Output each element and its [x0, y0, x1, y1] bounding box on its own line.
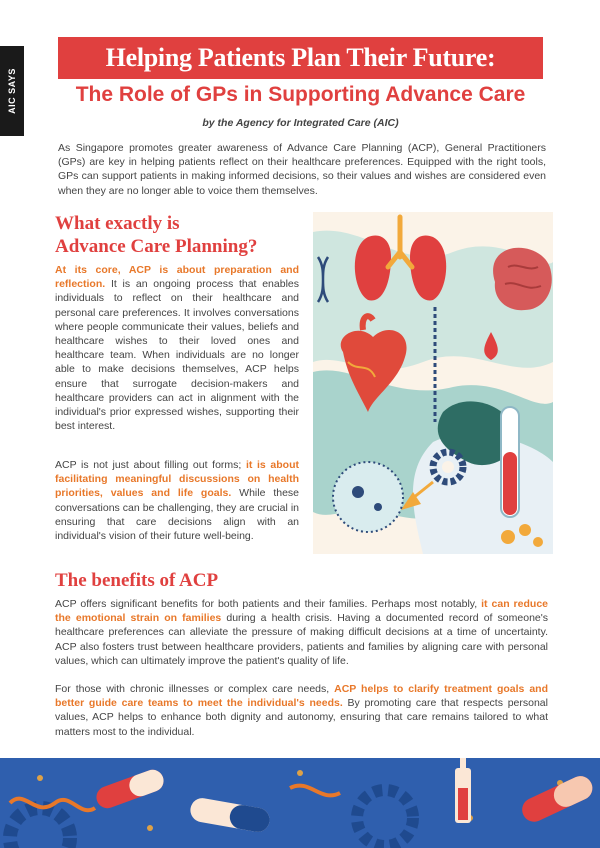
- body-text: during a health crisis. Having a documented record of someone's healthcare preferences can alleviate the pressure of making difficult decisions at a time of uncertainty. ACP also fosters trust between healthcare providers, patients and families by aligning care with personal values, which can ultimately improve the patient's quality of life.: [55, 612, 549, 667]
- section1-heading-line2: Advance Care Planning?: [55, 236, 258, 257]
- highlight-text: it can reduce the emotional strain on families: [55, 598, 548, 625]
- highlight-text: ACP helps to clarify treatment goals and better guide care teams to meet the individual's needs.: [55, 683, 548, 710]
- byline: by the Agency for Integrated Care (AIC): [202, 117, 399, 129]
- page-title: Helping Patients Plan Their Future:: [105, 43, 496, 72]
- section2-paragraph-1: [55, 597, 548, 668]
- body-text: For those with chronic illnesses or complex care needs,: [55, 683, 335, 695]
- section1-heading-line1: What exactly is: [55, 213, 180, 234]
- footer-decoration: [0, 758, 600, 848]
- section1-paragraph-2: [55, 458, 299, 543]
- title-banner: [58, 37, 543, 79]
- section-tab-label: AIC SAYS: [7, 68, 17, 114]
- test-tube-icon: [501, 407, 519, 517]
- highlight-text: it is about facilitating meaningful discussions on health priorities, values and life goals.: [55, 459, 299, 500]
- section2-paragraph-2: [55, 682, 548, 739]
- medical-illustration: [313, 212, 553, 554]
- body-text: ACP is not just about filling out forms;: [55, 459, 246, 471]
- section-tab: [0, 46, 24, 136]
- brain-icon: [493, 248, 552, 310]
- section1-heading: [55, 212, 257, 258]
- section1-paragraph-1: [55, 263, 299, 433]
- body-text: ACP offers significant benefits for both patients and their families. Perhaps most notably,: [55, 598, 482, 610]
- body-text: It is an ongoing process that enables individuals to reflect on their healthcare and personal care preferences. It involves conversations where people communicate their values, beliefs and healthcare wishes to their loved ones and healthcare team. When individuals are no longer able to make decisions themselves, ACP helps ensure that surrogate decision-makers and healthcare providers can act in alignment with the individual's prior expressed wishes, supporting their best interest.: [55, 278, 299, 433]
- body-text: While these conversations can be challenging, they are crucial in ensuring that care decisions align with an individual's vision of their future well-being.: [55, 487, 299, 543]
- body-text: By promoting care that respects personal values, ACP helps to enhance both dignity and autonomy, ensuring that care remains tailored to what matters most to the individual.: [55, 697, 548, 738]
- intro-paragraph: As Singapore promotes greater awareness of Advance Care Planning (ACP), General Practitioners (GPs) are key in helping patients reflect on their healthcare preferences. Equipped with the right tools, GPs can support patients in making informed decisions, so their values and wishes are considered even when they are no longer able to voice them themselves.: [58, 142, 546, 197]
- page-subtitle: The Role of GPs in Supporting Advance Care: [75, 83, 526, 106]
- section2-heading: The benefits of ACP: [55, 570, 219, 591]
- highlight-text: At its core, ACP is about preparation and reflection.: [55, 264, 299, 291]
